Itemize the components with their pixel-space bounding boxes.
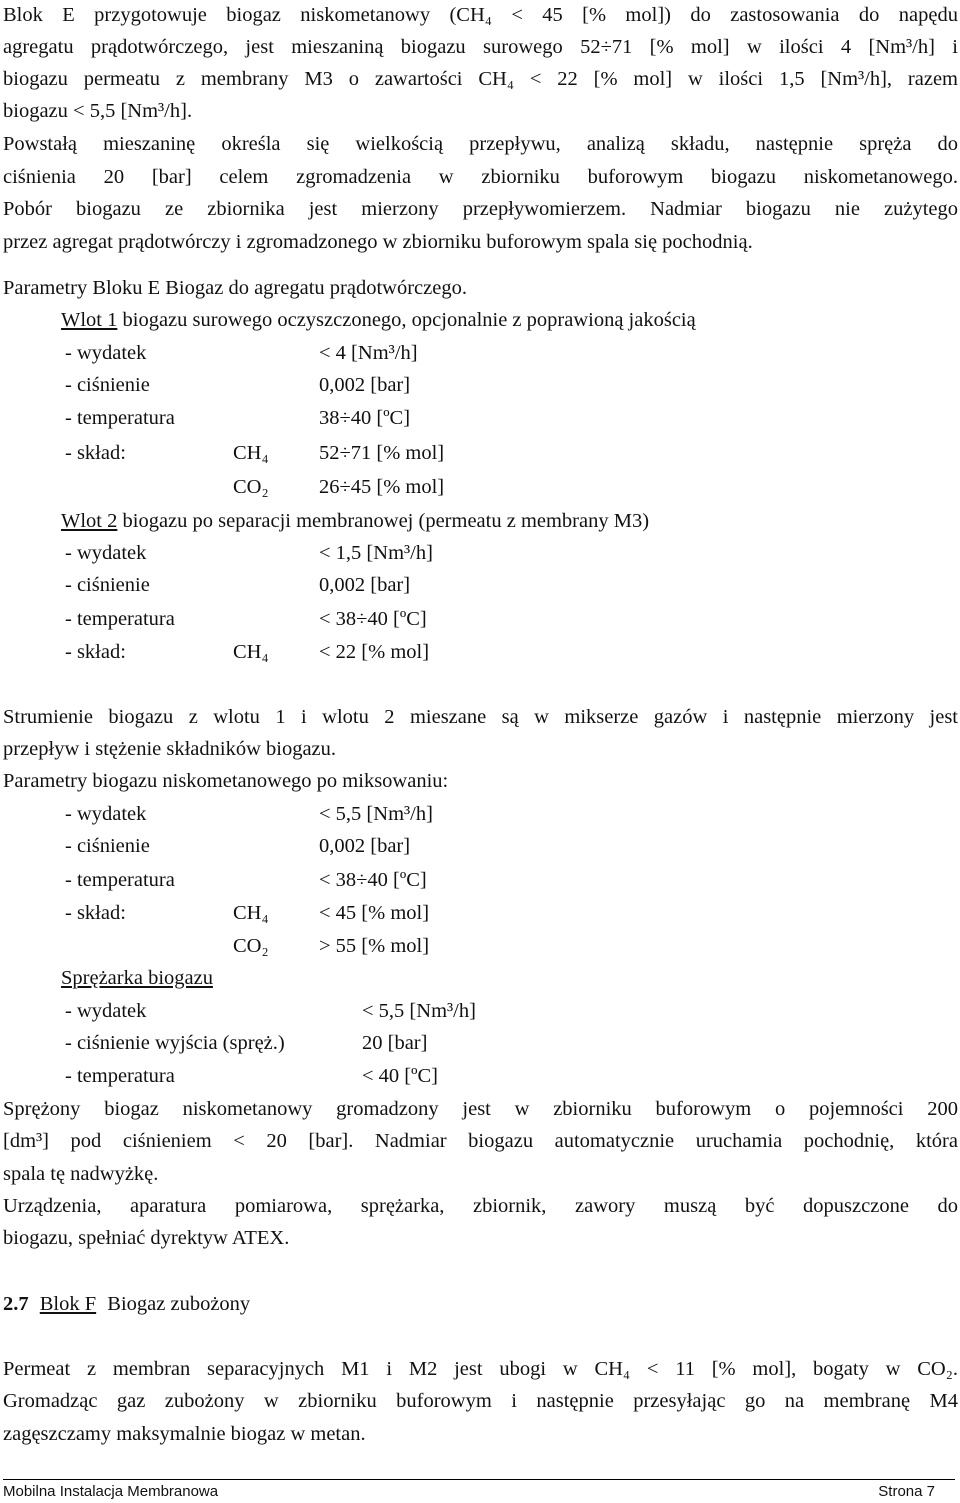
inlet-1-heading (61, 305, 696, 335)
section-heading (3, 1289, 250, 1319)
inlet-2-heading (61, 506, 649, 536)
paragraph-2-line-1: Powstałą mieszaninę określa się wielkością przepływu, analizą składu, następnie spręża do (3, 133, 958, 155)
paragraph-5-line-1: Urządzenia, aparatura pomiarowa, sprężarka, zbiornik, zawory muszą być dopuszczone do (3, 1195, 958, 1217)
compressor-heading: Sprężarka biogazu (61, 967, 213, 989)
paragraph-5-line-2: biogazu, spełniać dyrektyw ATEX. (3, 1227, 290, 1249)
paragraph-6-line-2: Gromadząc gaz zubożony w zbiorniku buforowym i następnie przesyłając go na membranę M4 (3, 1390, 958, 1412)
paragraph-1-line-4: biogazu < 5,5 [Nm³/h]. (3, 100, 193, 122)
document-page: Blok E przygotowuje biogaz niskometanowy (CH₄ < 45 [% mol]) do zastosowania do napędu agregatu prądotwórczego, jest mieszaniną biogazu surowego 52÷71 [% mol] w ilości 4 [Nm³/h] i biogazu permeatu z membrany M3 o zawartości CH₄ < 22 [% mol] w ilości 1,5 [Nm³/h], razem biogazu < 5,5 [Nm³/h]. Powstałą mieszaninę określa się wielkością przepływu, analizą składu, następnie spręża do ciśnienia 20 [bar] celem zgromadzenia w zbiorniku buforowym biogazu niskometanowego. Pobór biogazu ze zbiornika jest mierzony przepływomierzem. Nadmiar biogazu nie zużytego przez agregat prądotwórczy i zgromadzonego w zbiorniku buforowym spala się pochodnią. Parametry Bloku E Biogaz do agregatu prądotwórczego. Wlot 1 biogazu surowego oczyszczonego, opcjonalnie z poprawioną jakością - wydatek < 4 [Nm³/h] - ciśnienie 0,002 [bar] - temperatura 38÷40 [ºC] - skład: CH₄ 52÷71 [% mol] CO₂ 26÷45 [% mol] Wlot 2 biogazu po separacji membranowej (permeatu z membrany M3) - wydatek < 1,5 [Nm³/h] - ciśnienie 0,002 [bar] - temperatura < 38÷40 [ºC] - skład: CH₄ < 22 [% mol] Strumienie biogazu z wlotu 1 i wlotu 2 mieszane są w mikserze gazów i następnie mierzony jest przepływ i stężenie składników biogazu. Parametry biogazu niskometanowego po miksowaniu: - wydatek < 5,5 [Nm³/h] - ciśnienie 0,002 [bar] - temperatura < 38÷40 [ºC] - skład: CH₄ < 45 [% mol] CO₂ > 55 [% mol] Sprężarka biogazu - wydatek < 5,5 [Nm³/h] - ciśnienie wyjścia (spręż.) 20 [bar] - temperatura < 40 [ºC] Sprężony biogaz niskometanowy gromadzony jest w zbiorniku buforowym o pojemności 200 [dm³] pod ciśnieniem < 20 [bar]. Nadmiar biogazu automatycznie uruchamia pochodnię, która spala tę nadwyżkę. Urządzenia, aparatura pomiarowa, sprężarka, zbiornik, zawory muszą być dopuszczone do biogazu, spełniać dyrektyw ATEX. 2.7 Blok F Biogaz zubożony Permeat z membran separacyjnych M1 i M2 jest ubogi w CH₄ < 11 [% mol], bogaty w CO₂. Gromadząc gaz zubożony w zbiorniku buforowym i następnie przesyłając go na membranę M4 zagęszczamy maksymalnie biogaz w metan. Mobilna Instalacja Membranowa Strona 7 (0, 0, 960, 1503)
mixed-heading: Parametry biogazu niskometanowego po miksowaniu: (3, 770, 449, 792)
paragraph-4-line-1: Sprężony biogaz niskometanowy gromadzony jest w zbiorniku buforowym o pojemności 200 (3, 1098, 958, 1120)
paragraph-2-line-4: przez agregat prądotwórczy i zgromadzonego w zbiorniku buforowym spala się pochodnią. (3, 231, 753, 253)
page-number: Strona 7 (878, 1483, 935, 1500)
paragraph-6-line-3: zagęszczamy maksymalnie biogaz w metan. (3, 1423, 366, 1445)
section-block: Blok F (39, 1293, 97, 1315)
inlet-1-label: Wlot 1 (61, 309, 118, 331)
inlet-2-label: Wlot 2 (61, 510, 118, 532)
paragraph-2-line-3: Pobór biogazu ze zbiornika jest mierzony przepływomierzem. Nadmiar biogazu nie zużytego (3, 198, 958, 220)
params-heading: Parametry Bloku E Biogaz do agregatu prądotwórczego. (3, 277, 467, 299)
paragraph-4-line-2: [dm³] pod ciśnieniem < 20 [bar]. Nadmiar biogazu automatycznie uruchamia pochodnię, która (3, 1130, 958, 1152)
paragraph-2-line-2: ciśnienia 20 [bar] celem zgromadzenia w zbiorniku buforowym biogazu niskometanowego. (3, 166, 958, 188)
footer-title: Mobilna Instalacja Membranowa (3, 1483, 219, 1500)
paragraph-1-line-3: biogazu permeatu z membrany M3 o zawartości CH₄ < 22 [% mol] w ilości 1,5 [Nm³/h], razem (3, 68, 958, 90)
section-title: Biogaz zubożony (107, 1293, 251, 1315)
page-footer (3, 1479, 955, 1502)
paragraph-4-line-3: spala tę nadwyżkę. (3, 1163, 159, 1185)
paragraph-3-line-2: przepływ i stężenie składników biogazu. (3, 738, 337, 760)
inlet-1-desc: biogazu surowego oczyszczonego, opcjonalnie z poprawioną jakością (117, 309, 696, 331)
inlet-2-desc: biogazu po separacji membranowej (permeatu z membrany M3) (117, 510, 650, 532)
paragraph-3-line-1: Strumienie biogazu z wlotu 1 i wlotu 2 mieszane są w mikserze gazów i następnie mierzony jest (3, 706, 958, 728)
paragraph-6-line-1: Permeat z membran separacyjnych M1 i M2 jest ubogi w CH₄ < 11 [% mol], bogaty w CO₂. (3, 1358, 958, 1380)
paragraph-1-line-2: agregatu prądotwórczego, jest mieszaniną biogazu surowego 52÷71 [% mol] w ilości 4 [Nm³/h] i (3, 36, 958, 58)
section-number: 2.7 (3, 1293, 29, 1315)
paragraph-1-line-1: Blok E przygotowuje biogaz niskometanowy (CH₄ < 45 [% mol]) do zastosowania do napędu (3, 4, 958, 26)
